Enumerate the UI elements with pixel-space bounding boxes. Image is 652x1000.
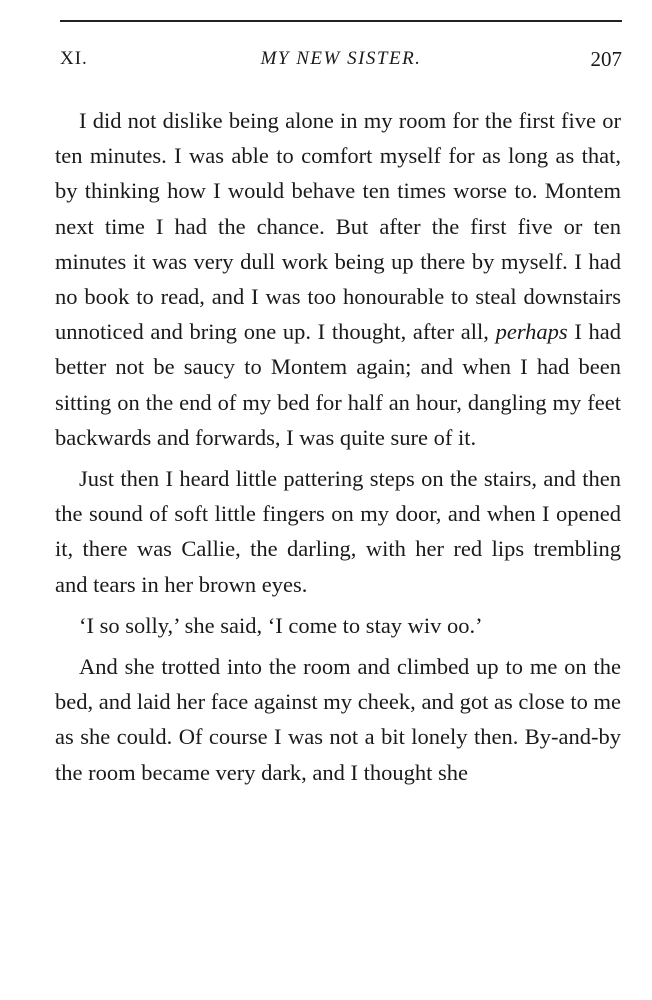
- paragraph-1-text-continued: I had better not be saucy to Montem again; and when I had been sitting on the end of my bed for half an hour, dangling my feet backwards and forwards, I was quite sure of it.: [55, 319, 621, 450]
- paragraph-3: ‘I so solly,’ she said, ‘I come to stay wiv oo.’: [79, 612, 483, 638]
- header-rule: [60, 20, 622, 22]
- running-header: [60, 44, 622, 74]
- body-text: [55, 103, 621, 790]
- running-title: MY NEW SISTER.: [260, 48, 422, 69]
- paragraph-4: And she trotted into the room and climbed up to me on the bed, and laid her face against my cheek, and got as close to me as she could. Of course I was not a bit lonely then. By-and-by the room became very dark, and I thought she: [55, 654, 621, 785]
- page-number: 207: [590, 47, 622, 71]
- chapter-number: XI.: [60, 48, 88, 69]
- paragraph-2: Just then I heard little pattering steps on the stairs, and then the sound of soft little fingers on my door, and when I opened it, there was Callie, the darling, with her red lips trembling and tears in her brown eyes.: [55, 466, 621, 597]
- emphasis-perhaps: perhaps: [495, 319, 568, 345]
- paragraph-1-text: I did not dislike being alone in my room for the first five or ten minutes. I was able to comfort myself for as long as that, by thinking how I would behave ten times worse to. Montem next time I had the chance. But after the first five or ten minutes it was very dull work being up there by myself. I had no book to read, and I was too honourable to steal downstairs unnoticed and bring one up. I thought, after all,: [55, 108, 621, 345]
- paragraph-1: [55, 103, 621, 455]
